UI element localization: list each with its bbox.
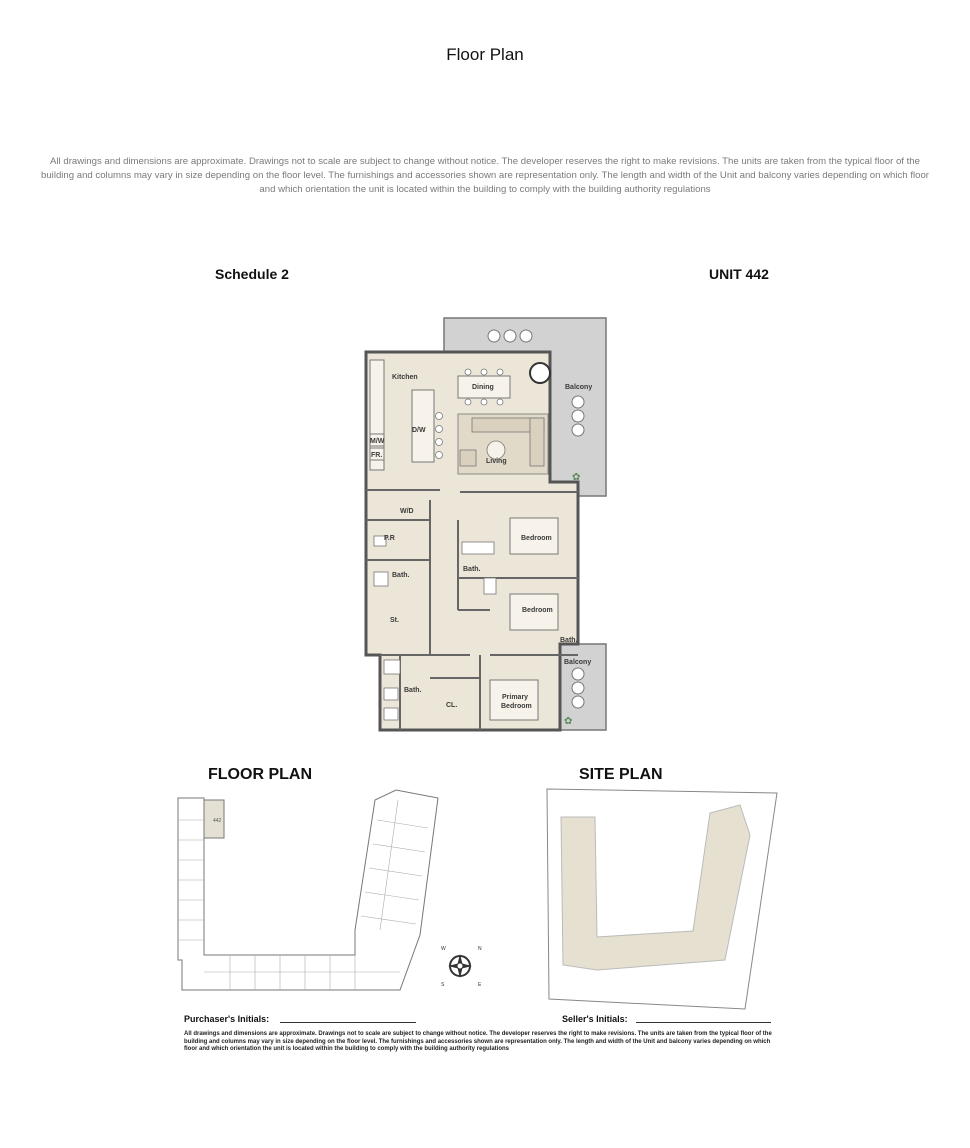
label-bedroom-1: Bedroom <box>521 535 552 542</box>
label-bath-1: Bath. <box>392 572 410 579</box>
purchaser-initials-label: Purchaser's Initials: <box>184 1014 270 1024</box>
compass-icon <box>438 940 488 990</box>
compass-w: W <box>441 946 446 952</box>
label-wd: W/D <box>400 508 414 515</box>
label-dining: Dining <box>472 384 494 391</box>
label-dw: D/W <box>412 427 426 434</box>
floor-plan-heading: FLOOR PLAN <box>208 766 312 783</box>
label-bath-2: Bath. <box>463 566 481 573</box>
label-closet: CL. <box>446 702 458 709</box>
plant-icon: ✿ <box>564 716 573 727</box>
site-plan-drawing <box>545 785 781 1013</box>
sofa-chaise <box>530 418 544 466</box>
label-bath-4: Bath. <box>404 687 422 694</box>
site-plan-heading: SITE PLAN <box>579 766 663 783</box>
label-fr: FR. <box>371 452 383 459</box>
label-kitchen: Kitchen <box>392 374 418 381</box>
compass-s: S <box>441 982 445 988</box>
round-fixture-icon <box>530 363 550 383</box>
coffee-table <box>487 441 505 459</box>
schedule-label: Schedule 2 <box>215 266 289 282</box>
page-title: Floor Plan <box>446 45 524 64</box>
label-mw: M/W <box>370 438 385 445</box>
unit-label: UNIT 442 <box>709 266 769 282</box>
label-balcony-1: Balcony <box>565 384 593 391</box>
compass-n: N <box>478 946 482 952</box>
highlighted-unit-number: 442 <box>213 818 222 824</box>
label-living: Living <box>486 458 507 465</box>
seller-initials-label: Seller's Initials: <box>562 1014 628 1024</box>
purchaser-initials-line[interactable] <box>280 1022 416 1023</box>
building-key-plan <box>170 780 450 1010</box>
disclaimer-top: All drawings and dimensions are approximate. Drawings not to scale are subject to change without notice. The developer reserves the right to make revisions. The units are taken from the typical floor of the building and columns may vary in size depending on the floor level. The furnishings and accessories shown are representation only. The length and width of the Unit and balcony varies depending on which floor and which orientation the unit is located within the building to comply with the building authority regulations <box>41 156 929 195</box>
disclaimer-bottom: All drawings and dimensions are approximate. Drawings not to scale are subject to change without notice. The developer reserves the right to make revisions. The units are taken from the typical floor of the building and columns may vary in size depending on the floor level. The furnishings and accessories shown are representation only. The length and width of the Unit and balcony varies depending on which floor and which orientation the unit is located within the building to comply with the building authority regulations <box>184 1031 772 1053</box>
unit-floor-plan <box>350 310 620 750</box>
plant-icon: ✿ <box>572 472 581 483</box>
label-pr: P.R <box>384 535 395 542</box>
label-primary-2: Bedroom <box>501 703 532 710</box>
seller-initials-line[interactable] <box>636 1022 771 1023</box>
label-balcony-2: Balcony <box>564 659 592 666</box>
label-bath-3: Bath. <box>560 637 578 644</box>
label-primary-1: Primary <box>502 694 529 701</box>
label-storage: St. <box>390 617 399 624</box>
compass-e: E <box>478 982 482 988</box>
armchair <box>460 450 476 466</box>
label-bedroom-2: Bedroom <box>522 607 553 614</box>
